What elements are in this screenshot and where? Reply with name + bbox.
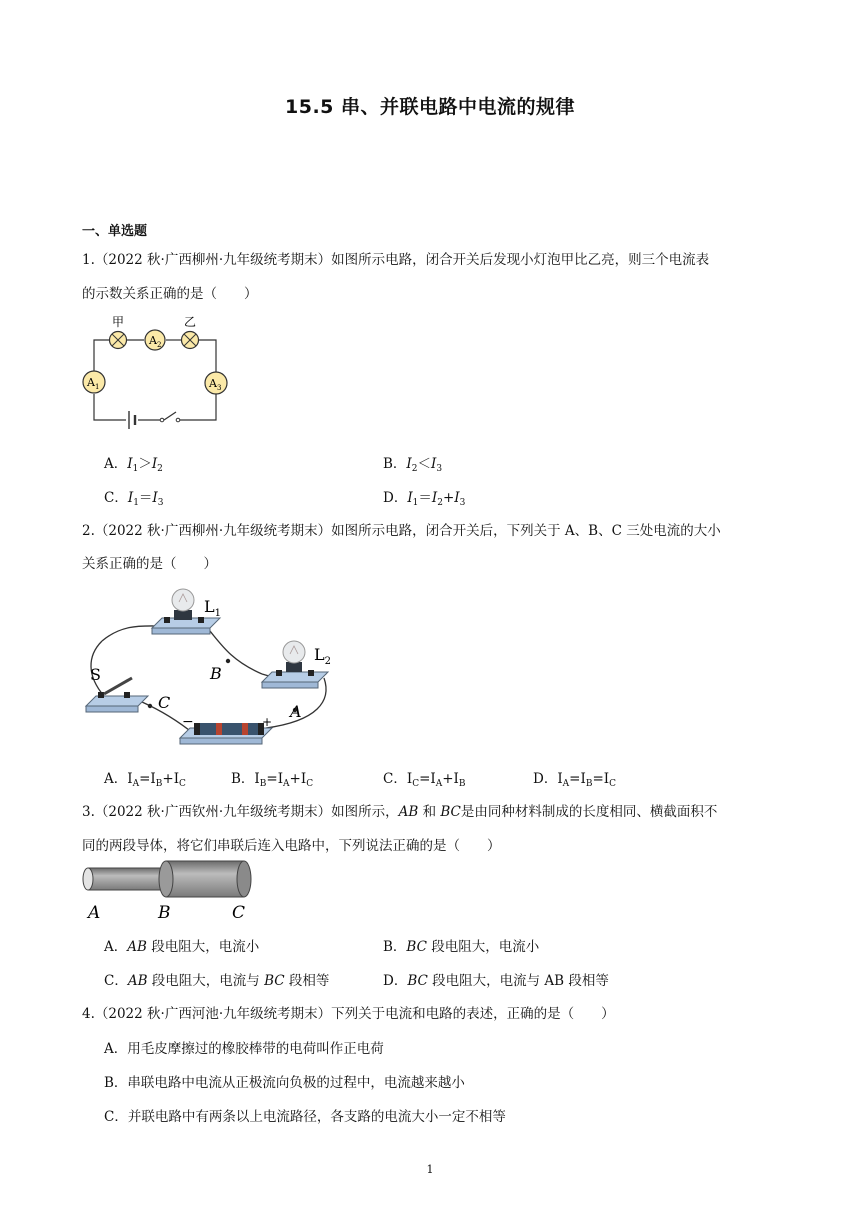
svg-text:A: A <box>149 334 157 347</box>
q1-stem-line2: 的示数关系正确的是（ ） <box>82 286 258 302</box>
q2-stem-line1: 2.（2022 秋·广西柳州·九年级统考期末）如图所示电路，闭合开关后，下列关于 A、B、C 三处电流的大小 <box>82 523 721 539</box>
q3-option-d[interactable]: D．BC 段电阻大，电流与 AB 段相等 <box>383 973 609 989</box>
q3-option-b[interactable]: B．BC 段电阻大，电流小 <box>383 939 540 955</box>
q3-stem-line1: 3.（2022 秋·广西钦州·九年级统考期末）如图所示，AB 和 BC是由同种材料制成的长度相同、横截面积不 <box>82 804 718 820</box>
battery-minus-label: − <box>182 714 194 730</box>
conductor-point-a: A <box>88 903 101 923</box>
q2-option-a[interactable]: A．$I_A=I_B+I_C$ <box>104 771 186 789</box>
conductor-point-b: B <box>158 903 171 923</box>
q1-option-b[interactable]: B．$I_2<I_3$ <box>383 456 443 474</box>
battery-icon <box>180 723 272 744</box>
q2-option-b[interactable]: B．$I_B=I_A+I_C$ <box>231 771 314 789</box>
q4-option-c[interactable]: C．并联电路中有两条以上电流路径，各支路的电流大小一定不相等 <box>104 1109 506 1125</box>
ammeter-a1-icon <box>83 371 105 393</box>
point-b-label: B <box>210 664 222 683</box>
svg-text:3: 3 <box>217 384 222 392</box>
q3-stem-line2: 同的两段导体，将它们串联后连入电路中，下列说法正确的是（ ） <box>82 838 501 854</box>
q4-option-b[interactable]: B．串联电路中电流从正极流向负极的过程中，电流越来越小 <box>104 1075 465 1091</box>
lamp-jia-label: 甲 <box>112 315 125 329</box>
q2-stem-line2: 关系正确的是（ ） <box>82 556 217 572</box>
q2-option-c[interactable]: C．$I_C=I_A+I_B$ <box>383 771 466 789</box>
l2-label: $L_2$ <box>314 645 331 667</box>
q2-option-d[interactable]: D．$I_A=I_B=I_C$ <box>533 771 616 789</box>
q1-option-c[interactable]: C．$I_1=I_3$ <box>104 490 164 508</box>
q4-option-a[interactable]: A．用毛皮摩擦过的橡胶棒带的电荷叫作正电荷 <box>104 1041 384 1057</box>
lamp-yi-icon <box>182 332 199 349</box>
point-a-label: A <box>290 702 302 721</box>
q1-stem-line1: 1.（2022 秋·广西柳州·九年级统考期末）如图所示电路，闭合开关后发现小灯泡甲比乙亮，则三个电流表 <box>82 252 710 268</box>
q4-stem-line1: 4.（2022 秋·广西河池·九年级统考期末）下列关于电流和电路的表述，正确的是（ ） <box>82 1006 615 1022</box>
svg-text:A: A <box>209 377 217 390</box>
l1-label: $L_1$ <box>204 597 221 619</box>
q1-circuit-diagram <box>82 312 242 438</box>
switch-label: S <box>90 665 101 684</box>
svg-text:2: 2 <box>157 341 162 349</box>
svg-text:A: A <box>87 376 95 389</box>
point-c-label: C <box>158 693 171 712</box>
q3-conductor-diagram <box>82 858 262 924</box>
page-title: 15.5 串、并联电路中电流的规律 <box>285 96 575 118</box>
section-heading: 一、单选题 <box>82 224 148 239</box>
lamp-jia-icon <box>110 332 127 349</box>
q1-option-d[interactable]: D．$I_1=I_2+I_3$ <box>383 490 466 508</box>
thick-conductor-icon <box>159 861 251 897</box>
svg-text:1: 1 <box>95 383 100 391</box>
battery-plus-label: + <box>262 715 273 729</box>
q3-option-c[interactable]: C．AB 段电阻大，电流与 BC 段相等 <box>104 973 330 989</box>
ammeter-a3-icon <box>205 372 227 394</box>
ammeter-a2-icon <box>145 330 165 350</box>
page-number: 1 <box>426 1163 434 1176</box>
q1-option-a[interactable]: A．$I_1>I_2$ <box>104 456 163 474</box>
q3-option-a[interactable]: A．AB 段电阻大，电流小 <box>104 939 260 955</box>
conductor-point-c: C <box>232 903 246 923</box>
lamp-yi-label: 乙 <box>184 315 197 329</box>
q2-circuit-diagram <box>82 586 332 748</box>
